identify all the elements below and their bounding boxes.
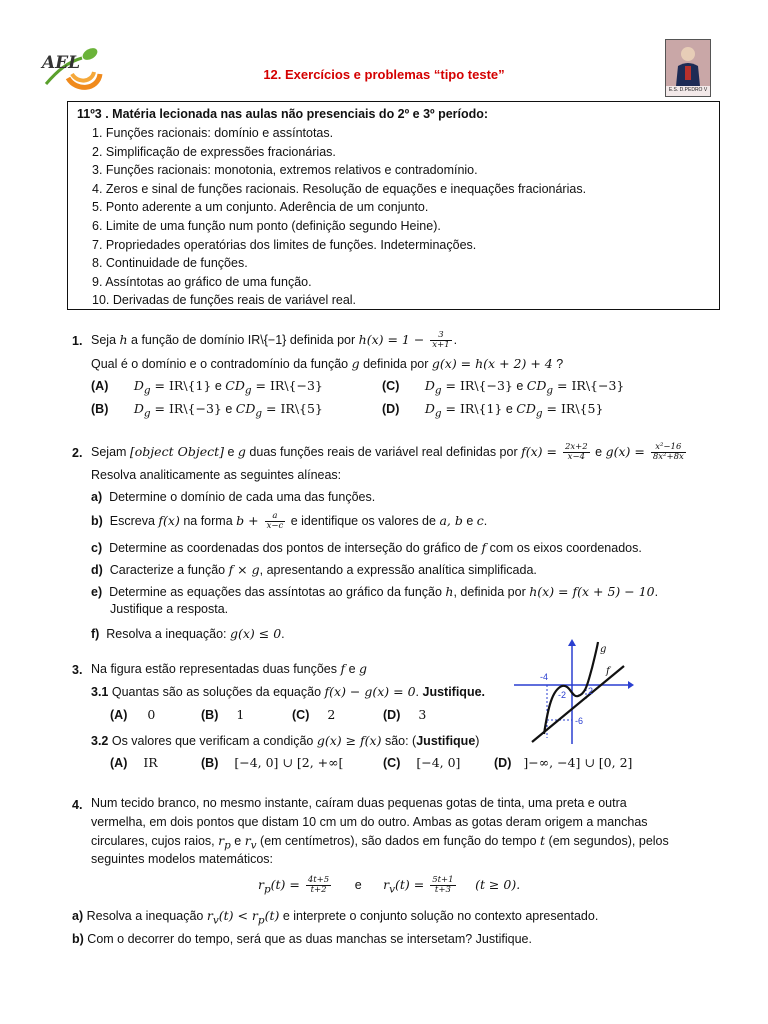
list-item: 6. Limite de uma função num ponto (definição segundo Heine). — [92, 218, 441, 233]
list-item: 9. Assíntotas ao gráfico de uma função. — [92, 274, 312, 289]
option-label: (D) — [494, 756, 512, 770]
math: = IR\{5} — [262, 401, 323, 416]
option-label: (A) — [110, 708, 128, 722]
question-3-2-option-b — [201, 755, 343, 770]
math: v — [212, 914, 219, 927]
fraction — [306, 876, 331, 895]
question-3-2 — [91, 733, 479, 748]
math: p — [263, 883, 271, 896]
question-2e — [91, 584, 658, 599]
text: Com o decorrer do tempo, será que as duas manchas se intersetam? Justifique. — [83, 932, 532, 946]
text: Escreva — [109, 513, 159, 528]
x-axis-arrow — [628, 681, 634, 689]
math: CD — [225, 378, 245, 393]
option-label: (A) — [110, 756, 128, 770]
text: Sejam — [91, 444, 130, 459]
text: Os valores que verificam a condição — [108, 734, 317, 748]
question-3-1-option-a — [110, 707, 155, 722]
question-2-line-1 — [91, 443, 688, 462]
item-label: b) — [72, 932, 84, 946]
math: (t) = — [270, 876, 304, 892]
math: g — [255, 407, 263, 420]
item-label: c) — [91, 541, 103, 555]
question-4b — [72, 932, 532, 946]
option-label: (B) — [201, 756, 219, 770]
math: g — [143, 384, 151, 397]
question-1-option-a — [91, 378, 323, 397]
math: (t) — [264, 908, 280, 923]
math: = IR\{−3} — [150, 401, 222, 416]
math: D — [133, 378, 144, 393]
question-1-number: 1. — [72, 334, 83, 348]
list-item: 3. Funções racionais: monotonia, extremos relativos e contradomínio. — [92, 163, 478, 178]
denominator: x−4 — [567, 452, 585, 462]
item-label: b) — [91, 513, 103, 528]
option-label: (D) — [382, 402, 400, 416]
math: h — [119, 331, 128, 347]
question-3-1-option-b — [201, 707, 244, 722]
text: (em centímetros), são dados em função do tempo — [256, 834, 541, 848]
math: = IR\{−3} — [251, 378, 323, 393]
math: f(x) — [158, 512, 180, 528]
fraction — [430, 331, 451, 350]
text: Resolva a inequação — [83, 909, 207, 923]
text: Determine as equações das assíntotas ao gráfico da função — [109, 585, 446, 599]
math: g(x) ≤ 0 — [229, 626, 282, 641]
portrait-caption: E.S. D.PEDRO V — [668, 87, 708, 93]
math: (t) = — [395, 876, 429, 892]
math: = IR\{−3} — [553, 378, 625, 393]
list-item: 4. Zeros e sinal de funções racionais. Resolução de equações e inequações fracionárias. — [92, 181, 587, 196]
list-item: 10. Derivadas de funções reais de variável real. — [92, 293, 357, 308]
text: a função de domínio IR\{−1} definida por — [127, 332, 359, 347]
math: CD — [516, 401, 536, 416]
math: h(x) = f(x + 5) − 10 — [529, 584, 655, 599]
math: h(x) = 1 − — [358, 331, 429, 347]
list-item: 2. Simplificação de expressões fracionárias. — [92, 144, 336, 159]
math: f — [340, 661, 346, 676]
math: g(x) = h(x + 2) + 4 — [431, 356, 553, 371]
question-1-line-1 — [91, 331, 457, 350]
denominator: 8x²+8x — [652, 452, 684, 462]
text: Determine o domínio de cada uma das funções. — [109, 490, 376, 504]
math: v — [250, 839, 257, 852]
math: f(x) − g(x) = 0 — [324, 684, 416, 699]
question-2e-line-2: Justifique a resposta. — [110, 602, 229, 616]
option-label: (C) — [292, 708, 310, 722]
option-value: 2 — [327, 707, 336, 722]
text: e identifique os valores de — [287, 513, 440, 528]
numerator: 5t+1 — [432, 875, 454, 885]
numerator: 2x+2 — [564, 442, 588, 452]
item-label: d) — [91, 563, 103, 577]
denominator: x−c — [266, 521, 284, 531]
text: e — [345, 662, 360, 676]
fraction — [563, 443, 590, 462]
math: g(x) ≥ f(x) — [316, 733, 382, 748]
text: ) — [475, 734, 480, 748]
text: e — [354, 877, 362, 892]
option-value: IR — [143, 755, 158, 770]
math: g — [359, 661, 368, 676]
math: g — [143, 407, 151, 420]
question-1-option-c — [382, 378, 624, 397]
math: c — [476, 512, 484, 528]
math: = IR\{−3} — [441, 378, 513, 393]
math: D — [424, 401, 435, 416]
question-2d — [91, 562, 537, 577]
math: g — [535, 407, 543, 420]
math: t — [540, 833, 546, 848]
math: r — [218, 833, 225, 848]
option-label: (C) — [382, 379, 400, 393]
label-g: g — [600, 644, 607, 655]
denominator: t+3 — [434, 885, 451, 895]
text: circulares, cujos raios, — [91, 834, 219, 848]
option-value: 0 — [147, 707, 156, 722]
text: duas funções reais de variável real definidas por — [245, 444, 522, 459]
text: e — [502, 402, 517, 416]
math: CD — [526, 378, 547, 393]
text: e — [224, 444, 238, 459]
function-graph-figure — [510, 638, 635, 748]
question-2-number: 2. — [72, 446, 83, 460]
text: Justifique. — [422, 685, 486, 699]
question-1-line-2 — [91, 356, 563, 371]
question-3-1-option-c — [292, 707, 335, 722]
text: e — [221, 402, 236, 416]
option-label: (A) — [91, 379, 109, 393]
topics-heading: 11º3 . Matéria lecionada nas aulas não presenciais do 2º e 3º período: — [77, 107, 489, 121]
text: e — [512, 379, 527, 393]
text: Caracterize a função — [109, 563, 229, 577]
item-label: e) — [91, 585, 103, 599]
numerator: 3 — [430, 331, 451, 341]
text: com os eixos coordenados. — [486, 541, 642, 555]
math: f × g — [228, 562, 260, 577]
topics-box — [67, 101, 720, 310]
question-4-formula — [258, 876, 520, 895]
question-4a — [72, 908, 598, 927]
math: p — [224, 839, 231, 852]
math: r — [383, 876, 390, 892]
question-2f — [91, 626, 285, 641]
question-1-option-b — [91, 401, 323, 420]
text: Quantas são as soluções da equação — [108, 685, 325, 699]
denominator: x+1 — [432, 340, 450, 350]
tick-minus-2: -2 — [558, 690, 567, 700]
question-1-option-d — [382, 401, 603, 420]
math: g — [351, 356, 360, 371]
question-4-number: 4. — [72, 798, 83, 812]
school-portrait — [665, 39, 711, 97]
option-value: [−4, 0] — [416, 755, 461, 770]
question-3-2-option-a — [110, 755, 158, 770]
item-label: 3.2 — [91, 734, 109, 748]
option-value: [−4, 0] ∪ [2, +∞[ — [234, 755, 344, 770]
question-4-line-4: seguintes modelos matemáticos: — [91, 852, 274, 866]
text: são: ( — [381, 734, 417, 748]
text: definida por — [359, 357, 432, 371]
math: p — [257, 914, 265, 927]
item-label: f) — [91, 627, 100, 641]
question-3-line-1 — [91, 661, 367, 676]
math: a, b — [439, 512, 463, 528]
list-item: 8. Continuidade de funções. — [92, 256, 248, 271]
tick-minus-6: -6 — [575, 716, 584, 726]
math: g(x) = — [605, 443, 649, 459]
text: Justifique — [416, 734, 476, 748]
question-3-2-option-c — [383, 755, 460, 770]
list-item: 1. Funções racionais: domínio e assíntotas. — [92, 126, 334, 140]
question-2-line-2: Resolva analiticamente as seguintes alíneas: — [91, 468, 342, 482]
math: = IR\{5} — [542, 401, 604, 416]
question-4-line-3 — [91, 833, 669, 852]
list-item: 5. Ponto aderente a um conjunto. Aderência de um conjunto. — [92, 200, 429, 215]
math: g — [434, 407, 442, 420]
fraction — [265, 512, 286, 531]
math: r — [244, 833, 251, 848]
option-label: (B) — [91, 402, 109, 416]
denominator: t+2 — [310, 885, 327, 895]
text: Qual é o domínio e o contradomínio da função — [91, 357, 352, 371]
option-label: (C) — [383, 756, 401, 770]
math: = IR\{1} — [441, 401, 503, 416]
option-value: 3 — [418, 707, 427, 722]
fraction — [430, 876, 455, 895]
label-f: f — [606, 666, 610, 677]
option-label: (D) — [383, 708, 401, 722]
math: = IR\{1} — [150, 378, 212, 393]
math: r — [206, 908, 213, 923]
math: g — [244, 384, 252, 397]
math: r — [258, 876, 264, 892]
text: e — [462, 513, 477, 528]
y-axis-arrow — [568, 639, 576, 646]
math: D — [133, 401, 144, 416]
numerator: 4t+5 — [307, 875, 330, 885]
text: . — [281, 627, 285, 641]
text: e — [211, 379, 226, 393]
text: . — [654, 585, 659, 599]
text: e — [230, 834, 245, 848]
question-2c — [91, 540, 642, 555]
tick-minus-4: -4 — [540, 672, 549, 682]
math: [object Object] — [129, 443, 225, 459]
tick-2: 2 — [588, 686, 594, 696]
numerator: x²−16 — [651, 443, 686, 453]
text: . — [415, 685, 423, 699]
math: f — [481, 540, 487, 555]
text: Seja — [91, 332, 120, 347]
math: b + — [236, 512, 263, 528]
text: Determine as coordenadas dos pontos de interseção do gráfico de — [109, 541, 482, 555]
text: (em segundos), pelos — [545, 834, 669, 848]
text: na forma — [179, 513, 237, 528]
question-3-1 — [91, 684, 485, 699]
page-title: 12. Exercícios e problemas “tipo teste” — [263, 67, 505, 82]
function-graph — [510, 638, 635, 748]
question-4-line-1: Num tecido branco, no mesmo instante, caíram duas pequenas gotas de tinta, uma preta e outra — [91, 796, 627, 810]
text: . — [453, 332, 458, 347]
math: g — [237, 443, 246, 459]
math: D — [424, 378, 435, 393]
math: g — [434, 384, 442, 397]
option-label: (B) — [201, 708, 219, 722]
question-3-1-option-d — [383, 707, 426, 722]
math: CD — [235, 401, 256, 416]
text: e interprete o conjunto solução no contexto apresentado. — [279, 909, 599, 923]
text: , definida por — [453, 585, 530, 599]
question-2a — [91, 490, 375, 504]
topics-list — [92, 124, 586, 310]
logo-text: AEL — [42, 53, 81, 73]
math: v — [389, 883, 396, 896]
text: Resolva a inequação: — [106, 627, 230, 641]
option-value: 1 — [236, 707, 245, 722]
fraction — [651, 443, 686, 462]
question-3-2-option-d — [494, 755, 632, 770]
text: Na figura estão representadas duas funções — [91, 662, 341, 676]
item-label: 3.1 — [91, 685, 109, 699]
item-label: a) — [72, 909, 84, 923]
item-label: a) — [91, 490, 103, 504]
question-3-number: 3. — [72, 663, 83, 677]
math: (t ≥ 0). — [475, 876, 521, 892]
text: e — [591, 444, 606, 459]
math: f(x) = — [521, 443, 561, 459]
math: (t) < r — [218, 908, 258, 923]
option-value: ]−∞, −4] ∪ [0, 2] — [523, 755, 633, 770]
question-2b — [91, 512, 487, 531]
list-item: 7. Propriedades operatórias dos limites de funções. Indeterminações. — [92, 237, 477, 252]
numerator: a — [265, 512, 286, 522]
text: , apresentando a expressão analítica simplificada. — [259, 563, 537, 577]
text: ? — [552, 357, 564, 371]
text: . — [483, 513, 488, 528]
math: h — [445, 584, 454, 599]
question-4-line-2: vermelha, em dois pontos que distam 10 cm um do outro. Ambas as gotas deram origem a manchas — [91, 815, 648, 829]
math: g — [546, 384, 554, 397]
